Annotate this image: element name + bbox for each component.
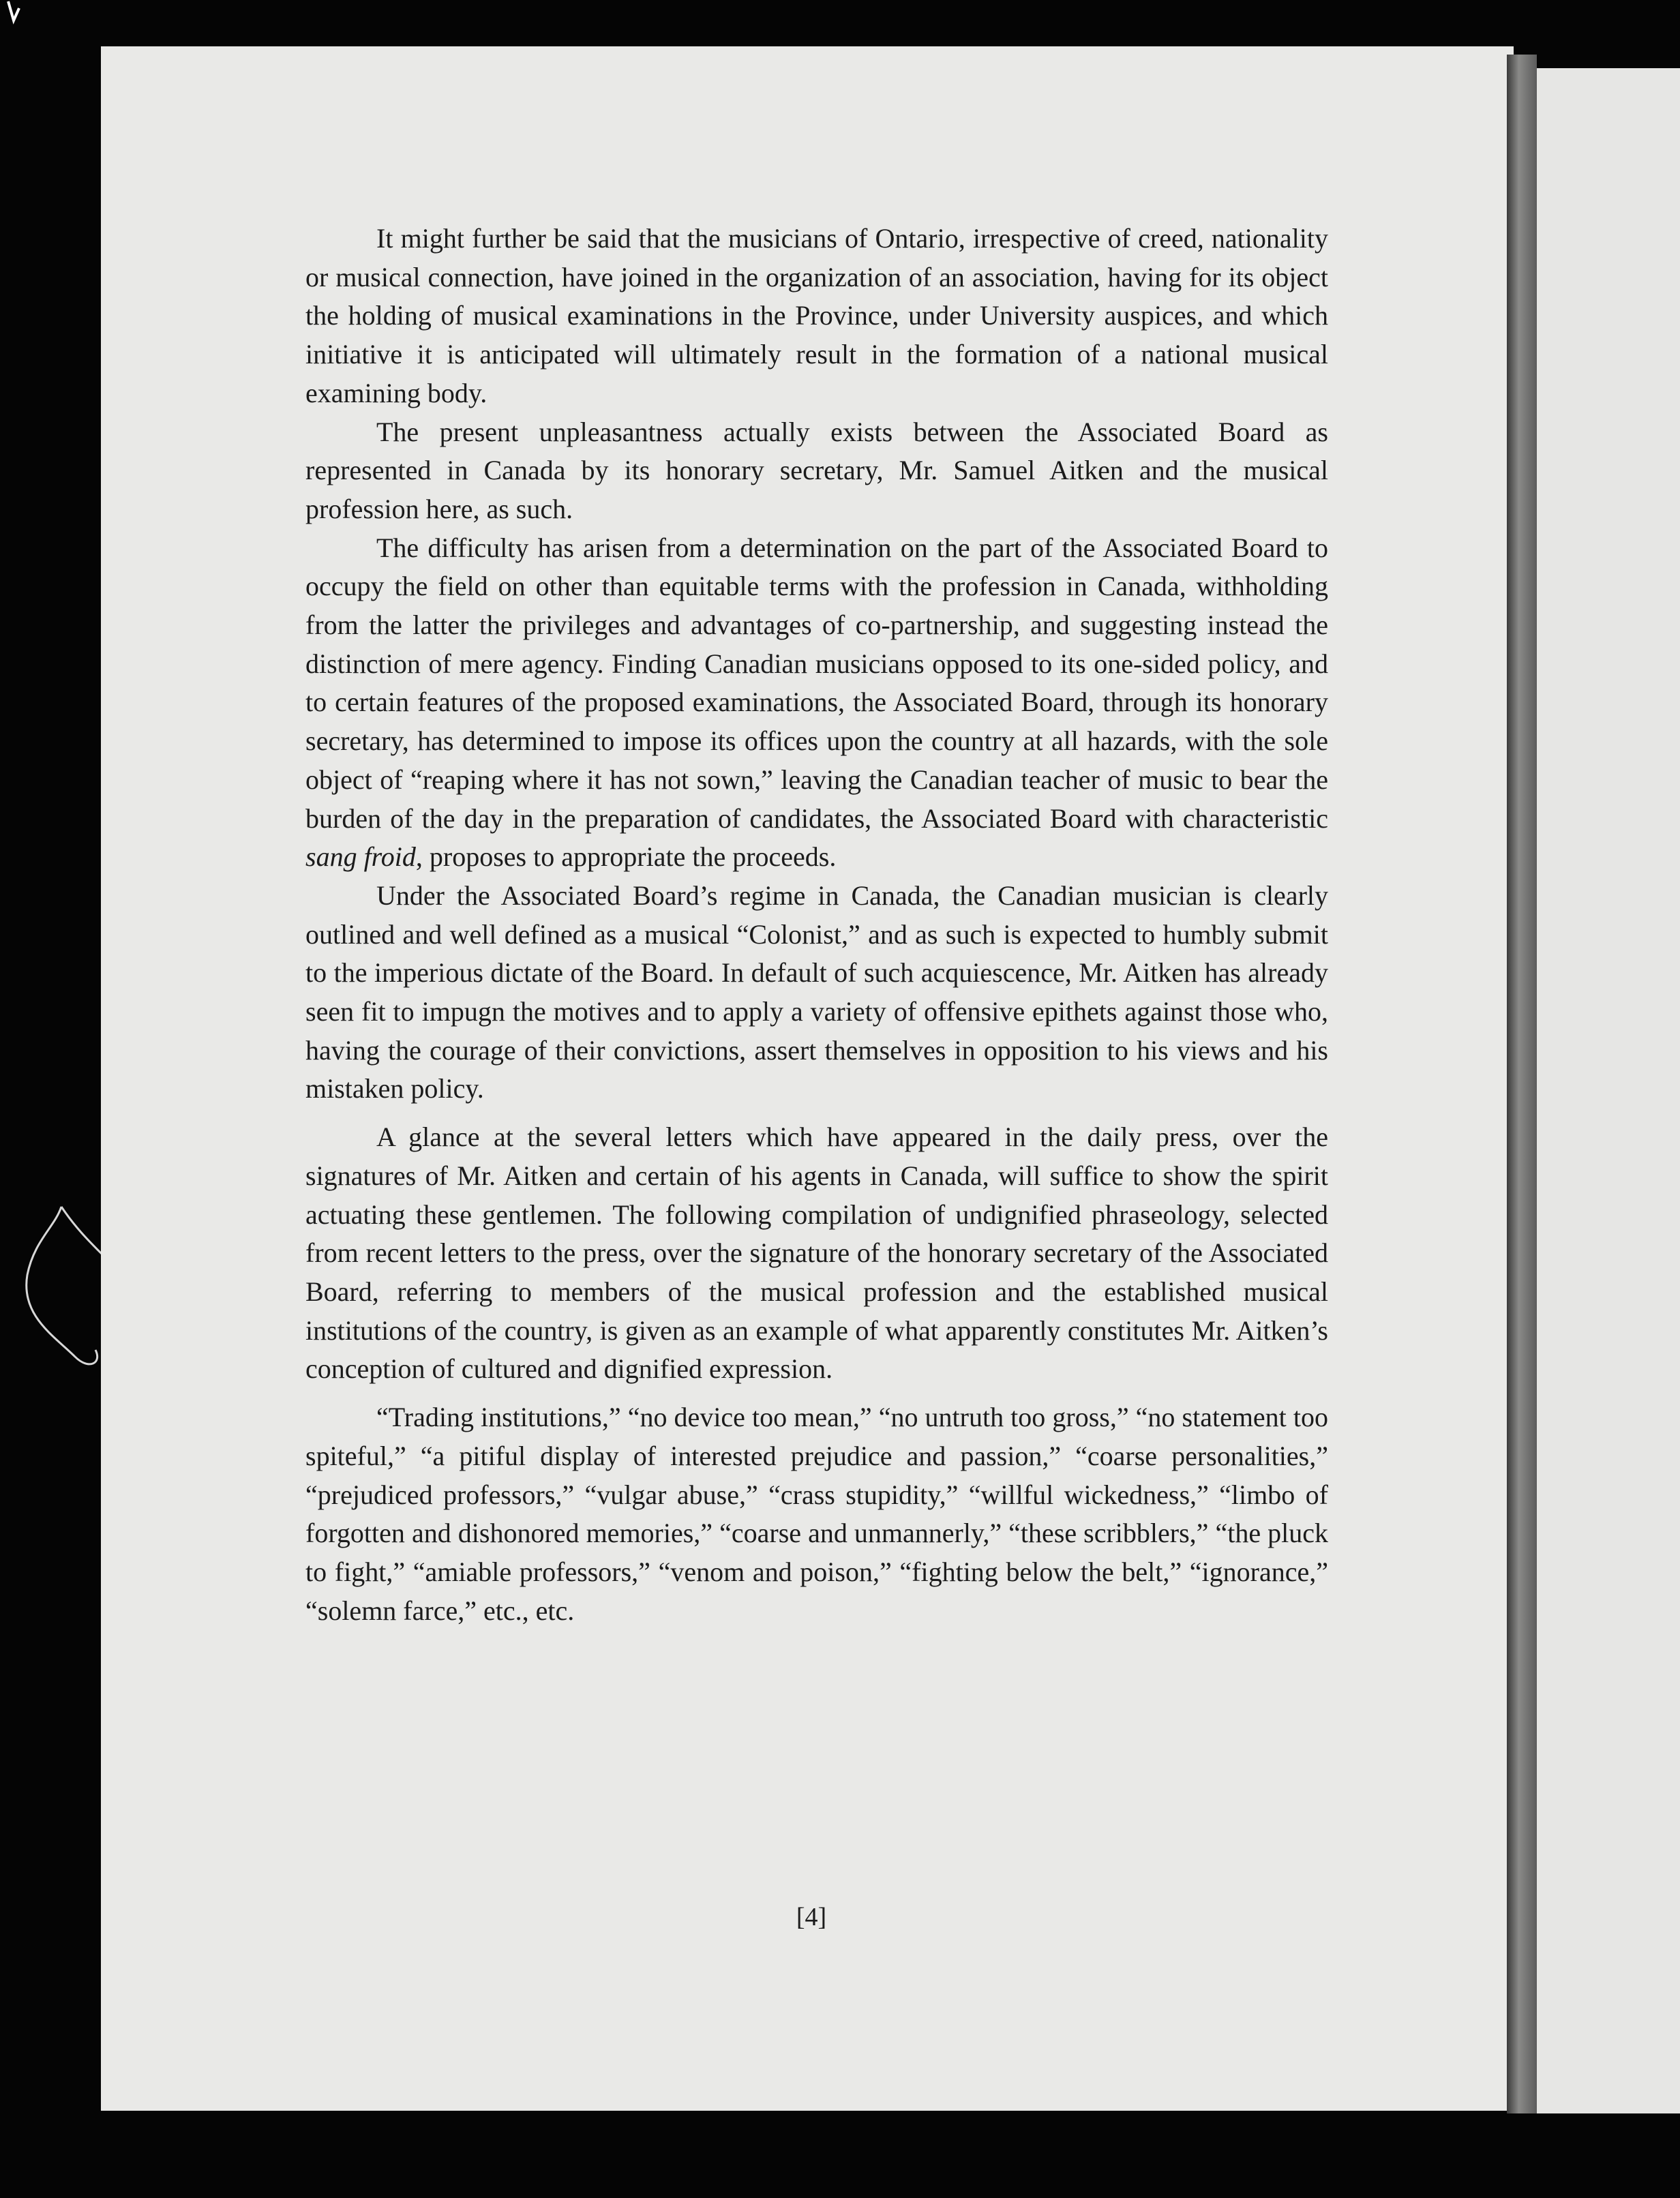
paragraph-4: Under the Associated Board’s regime in Canada, the Canadian musician is clearly outlined and well defined as a musical “Colonist,” and as such is expected to humbly submit to the imperious dictate of the Board. In default of such acquiescence, Mr. Aitken has already seen fit to impugn the motives and to apply a variety of offensive epithets against those who, having the courage of their convictions, assert themselves in opposition to his views and his mistaken policy. [305,879,1328,1104]
paragraph-1: It might further be said that the musicians of Ontario, irrespective of creed, nationality or musical connection, have joined in the organization of an association, having for its object the holding of musical examinations in the Province, under University auspices, and which initiative it is anticipated will ultimately result in the formation of a national musical examining body. [305,223,1328,408]
body-text [305,220,1328,1630]
scan-corner-mark [4,0,25,27]
paragraph-2: The present unpleasantness actually exists between the Associated Board as represented in Canada by its honorary secretary, Mr. Samuel Aitken and the musical profession here, as such. [305,416,1328,524]
paragraph-3 [305,529,1328,877]
book-spine-shadow [1507,55,1537,2113]
page-number: [4] [796,1903,827,1931]
margin-scribble [14,1200,109,1377]
italic-phrase: sang froid [305,841,416,873]
paragraph-5: A glance at the several letters which have appeared in the daily press, over the signatures of Mr. Aitken and certain of his agents in Canada, will suffice to show the spirit actuating these gentlemen. The following compilation of undignified phraseology, selected from recent letters to the press, over the signature of the honorary secretary of the Associated Board, referring to members of the musical profession and the established musical institutions of the country, is given as an example of what apparently constitutes Mr. Aitken’s conception of cultured and dignified expression. [305,1121,1328,1385]
paragraph-6: “Trading institutions,” “no device too mean,” “no untruth too gross,” “no statement too spiteful,” “a pitiful display of interested prejudice and passion,” “coarse personalities,” “prejudiced professors,” “vulgar abuse,” “crass stupidity,” “willful wickedness,” “limbo of forgotten and dishonored memories,” “coarse and unmannerly,” “these scribblers,” “the pluck to fight,” “amiable professors,” “venom and poison,” “fighting below the belt,” “ignorance,” “solemn farce,” etc., etc. [305,1402,1328,1626]
paragraph-3-end: , proposes to appropriate the proceeds. [415,841,837,873]
paragraph-3-text: The difficulty has arisen from a determination on the part of the Associated Board to occupy the field on other than equitable terms with the profession in Canada, withholding from the latter the privileges and advantages of co-partnership, and suggesting instead the distinction of mere agency. Finding Canadian musicians opposed to its one-sided policy, and to certain features of the proposed examinations, the Associated Board, through its honorary secretary, has determined to impose its offices upon the country at all hazards, with the sole object of “reaping where it has not sown,” leaving the Canadian teacher of music to bear the burden of the day in the preparation of candidates, the Associated Board with characteristic [305,532,1328,834]
adjacent-page-edge [1537,68,1680,2113]
